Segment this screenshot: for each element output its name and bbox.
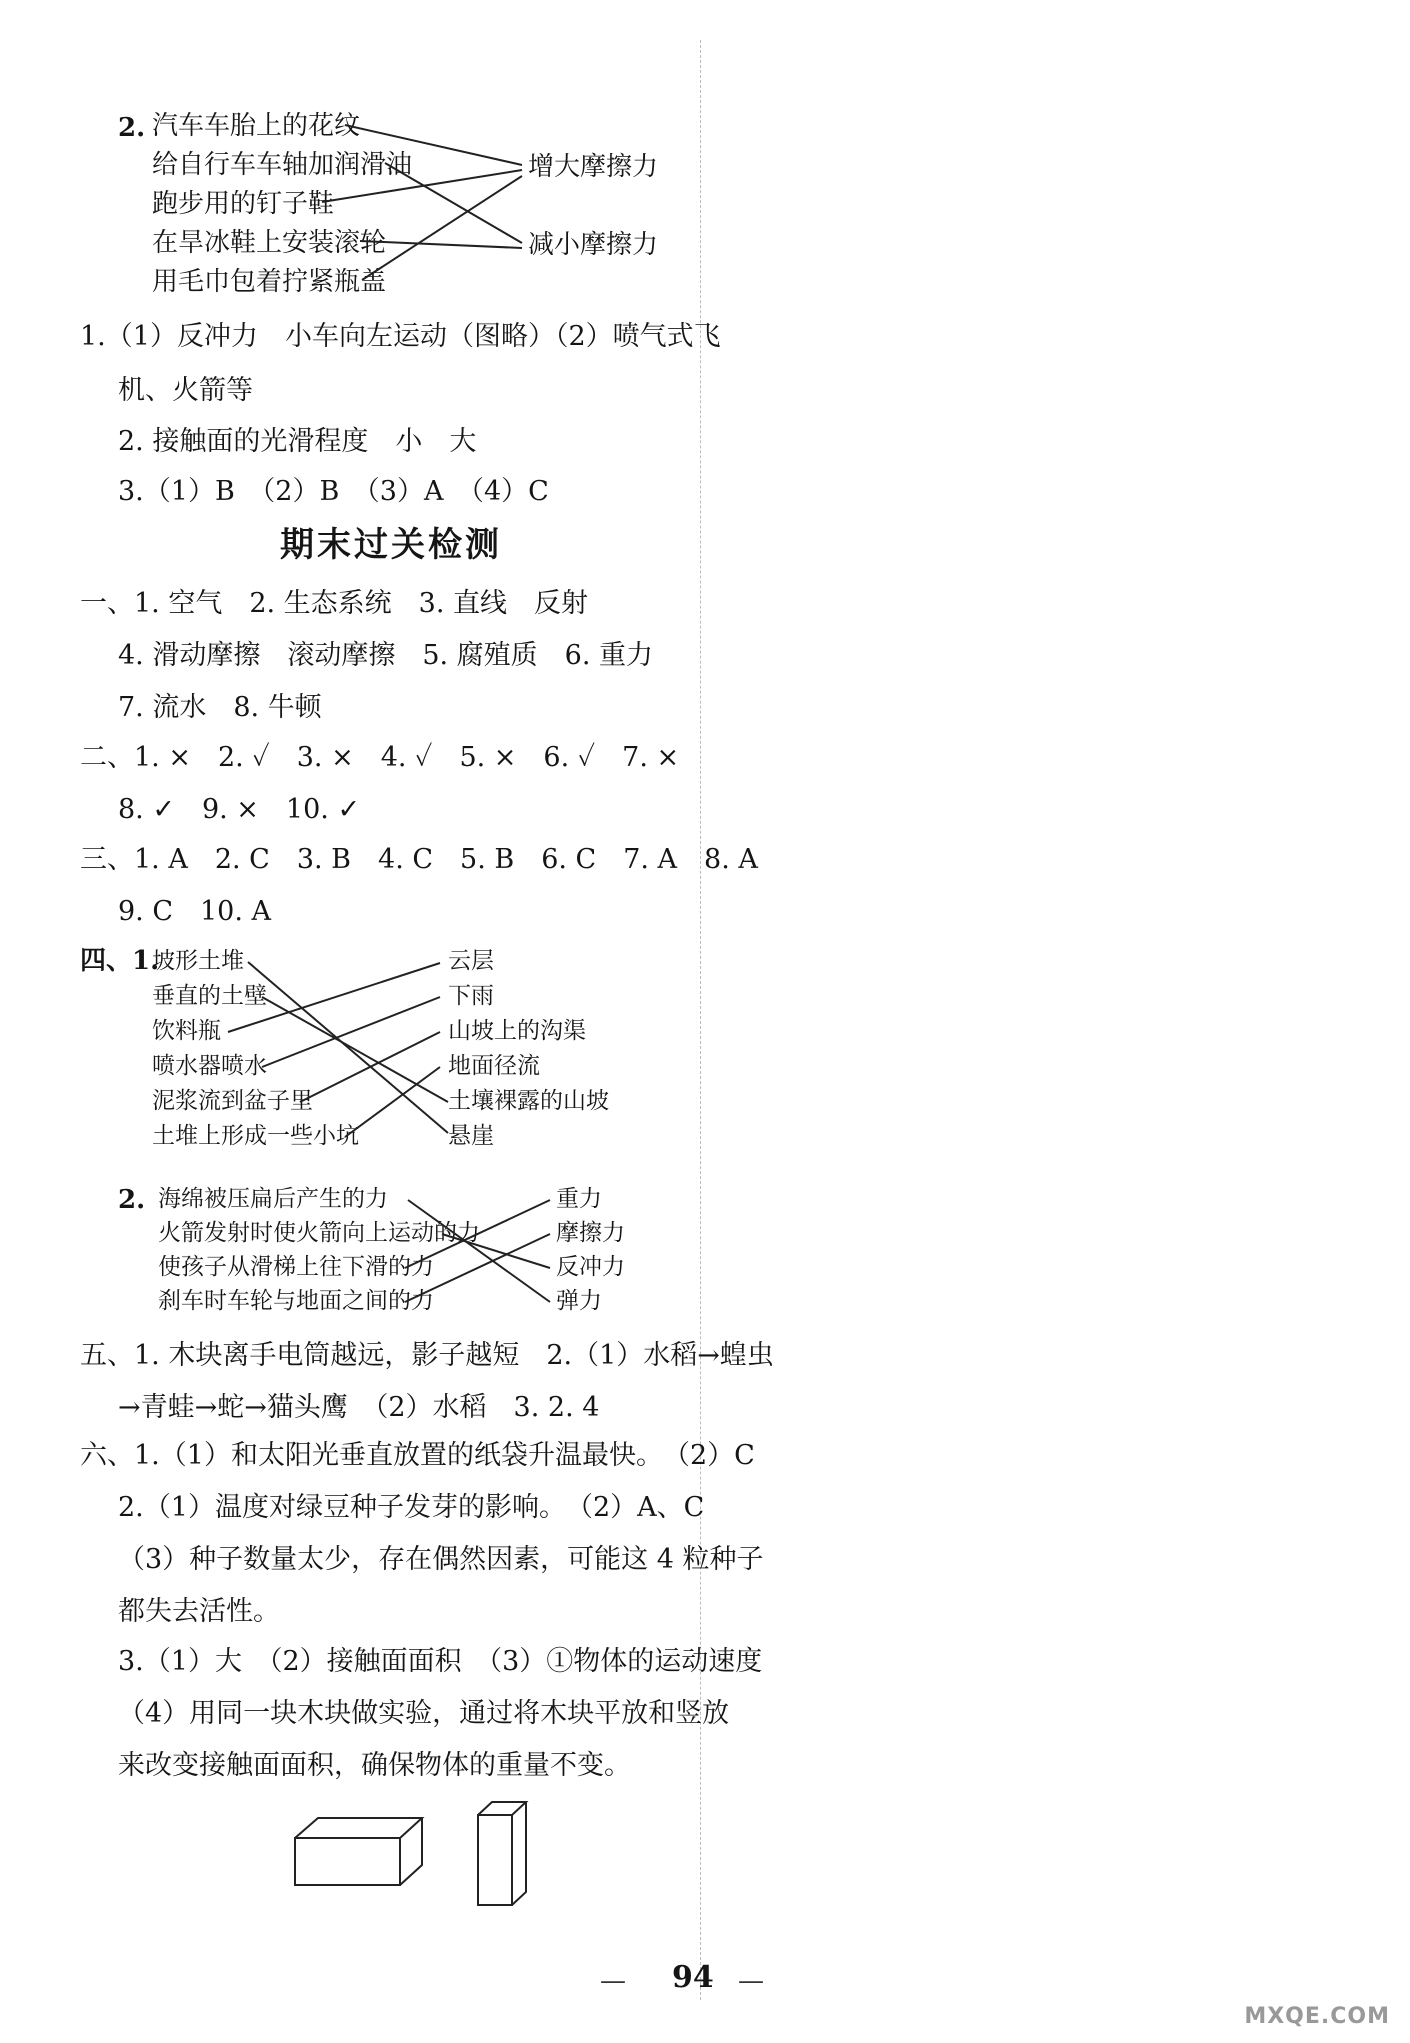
ft-s4-left-4: 喷水器喷水 bbox=[152, 1053, 267, 1079]
ft-s2-line2: 8. ✓ 9. × 10. ✓ bbox=[118, 794, 361, 825]
ft-s6-line5: 3.（1）大 （2）接触面面积 （3）①物体的运动速度 bbox=[118, 1646, 763, 1677]
ft-s6-line2: 2.（1）温度对绿豆种子发芽的影响。 （2）A、C bbox=[118, 1492, 705, 1523]
q4-2-left-4: 在旱冰鞋上安装滚轮 bbox=[152, 228, 387, 258]
flat-block-drawing bbox=[295, 1818, 422, 1885]
ft-s4-q2-right-3: 反冲力 bbox=[556, 1254, 625, 1280]
ft-s6-line6: （4）用同一块木块做实验，通过将木块平放和竖放 bbox=[118, 1698, 730, 1729]
q4-2-number: 2. bbox=[118, 113, 146, 143]
ft-s4-right-5: 土壤裸露的山坡 bbox=[448, 1088, 609, 1114]
ft-s1-line1: 一、1. 空气 2. 生态系统 3. 直线 反射 bbox=[80, 588, 589, 619]
match-line bbox=[345, 1067, 440, 1137]
match-line bbox=[408, 1200, 550, 1302]
ft-s4-q2-left-4: 刹车时车轮与地面之间的力 bbox=[158, 1288, 434, 1314]
q4-2-right-1: 增大摩擦力 bbox=[528, 152, 659, 182]
ft-s4-q2-right-1: 重力 bbox=[556, 1186, 602, 1212]
ft-s4-left-5: 泥浆流到盆子里 bbox=[152, 1088, 313, 1114]
match-line bbox=[262, 997, 448, 1102]
page-number: 94 bbox=[672, 1960, 714, 1995]
ft-s1-line3: 7. 流水 8. 牛顿 bbox=[118, 692, 322, 723]
ft-s3-line1: 三、1. A 2. C 3. B 4. C 5. B 6. C 7. A 8. A bbox=[80, 844, 758, 875]
ft-s4-right-3: 山坡上的沟渠 bbox=[448, 1018, 586, 1044]
ft-s1-line2: 4. 滑动摩擦 滚动摩擦 5. 腐殖质 6. 重力 bbox=[118, 640, 654, 671]
ft-s4-q2-right-2: 摩擦力 bbox=[556, 1220, 625, 1246]
q4-2-left-5: 用毛巾包着拧紧瓶盖 bbox=[152, 267, 387, 297]
ft-s4-right-4: 地面径流 bbox=[448, 1053, 540, 1079]
ft-s5-line1: 五、1. 木块离手电筒越远，影子越短 2.（1）水稻→蝗虫 bbox=[80, 1340, 774, 1371]
ft-s4-q2-right-4: 弹力 bbox=[556, 1288, 602, 1314]
s5-q3: 3.（1）B （2）B （3）A （4）C bbox=[118, 476, 549, 507]
watermark-text: MXQE.COM bbox=[1244, 2004, 1390, 2029]
ft-s4-left-3: 饮料瓶 bbox=[152, 1018, 221, 1044]
ft-s4-q2-left-1: 海绵被压扁后产生的力 bbox=[158, 1186, 388, 1212]
s5-q1-line1: 1.（1）反冲力 小车向左运动（图略）（2）喷气式飞 bbox=[80, 321, 721, 352]
s5-q2: 2. 接触面的光滑程度 小 大 bbox=[118, 426, 477, 457]
footer-dash-right: — bbox=[738, 1966, 764, 1996]
q4-2-left-2: 给自行车车轴加润滑油 bbox=[152, 150, 413, 180]
final-test-title: 期末过关检测 bbox=[280, 525, 502, 565]
ft-s4-q2-left-3: 使孩子从滑梯上往下滑的力 bbox=[158, 1254, 434, 1280]
match-line bbox=[300, 1032, 440, 1102]
ft-s4-q2-left-2: 火箭发射时使火箭向上运动的力 bbox=[158, 1220, 480, 1246]
ft-s4-left-2: 垂直的土壁 bbox=[152, 983, 267, 1009]
ft-s6-line4: 都失去活性。 bbox=[118, 1596, 280, 1627]
ft-s4-q2-number: 2. bbox=[118, 1185, 146, 1215]
match-line bbox=[362, 176, 522, 280]
ft-s4-left-1: 坡形土堆 bbox=[152, 948, 244, 974]
ft-s4-label: 四、1. bbox=[80, 946, 160, 976]
ft-s4-left-6: 土堆上形成一些小坑 bbox=[152, 1123, 359, 1149]
ft-s4-right-1: 云层 bbox=[448, 948, 494, 974]
upright-block-drawing bbox=[478, 1802, 526, 1905]
ft-s4-right-6: 悬崖 bbox=[448, 1123, 494, 1149]
ft-s3-line2: 9. C 10. A bbox=[118, 896, 272, 927]
ft-s6-line3: （3）种子数量太少，存在偶然因素，可能这 4 粒种子 bbox=[118, 1544, 764, 1575]
ft-s2-line1: 二、1. × 2. ✓ 3. × 4. ✓ 5. × 6. ✓ 7. × bbox=[80, 742, 680, 773]
footer-dash-left: — bbox=[600, 1966, 626, 1996]
q4-2-left-3: 跑步用的钉子鞋 bbox=[152, 189, 335, 219]
ft-s6-line7: 来改变接触面面积，确保物体的重量不变。 bbox=[118, 1750, 631, 1781]
q4-2-right-2: 减小摩擦力 bbox=[528, 230, 659, 260]
match-line bbox=[262, 997, 440, 1067]
ft-s4-right-2: 下雨 bbox=[448, 983, 494, 1009]
ft-s6-line1: 六、1.（1）和太阳光垂直放置的纸袋升温最快。 （2）C bbox=[80, 1440, 755, 1471]
s5-q1-line2: 机、火箭等 bbox=[118, 375, 253, 406]
ft-s5-line2: →青蛙→蛇→猫头鹰 （2）水稻 3. 2. 4 bbox=[118, 1392, 600, 1423]
q4-2-left-1: 汽车车胎上的花纹 bbox=[152, 111, 361, 141]
